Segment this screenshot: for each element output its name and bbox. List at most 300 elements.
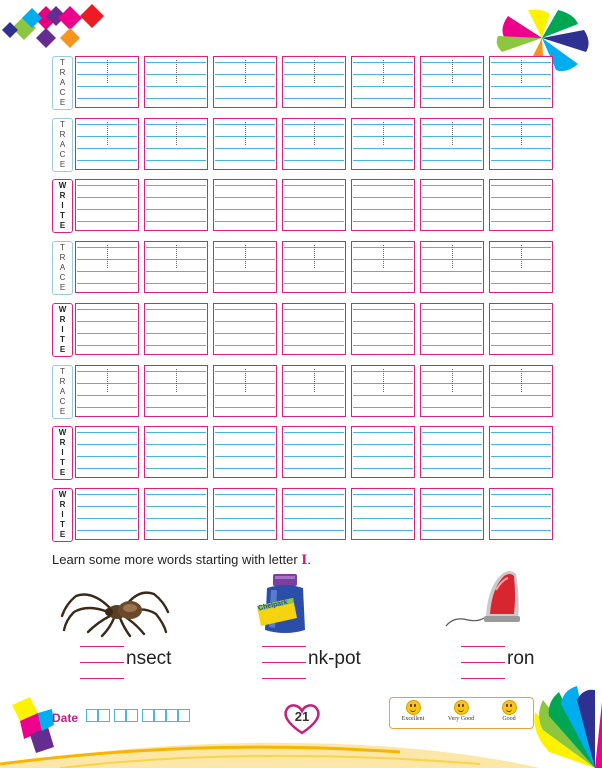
guide-line xyxy=(353,148,413,149)
guide-line xyxy=(77,333,137,334)
guide-line xyxy=(77,407,137,408)
dotted-trace-stroke xyxy=(314,122,315,145)
write-cell[interactable] xyxy=(213,179,277,231)
guide-line xyxy=(146,209,206,210)
write-cell[interactable] xyxy=(351,426,415,478)
row-label-letter: T xyxy=(60,119,65,129)
guide-line xyxy=(491,209,551,210)
dotted-trace-stroke xyxy=(383,369,384,392)
guide-line xyxy=(284,530,344,531)
guide-line xyxy=(284,444,344,445)
row-label-letter: A xyxy=(59,78,66,87)
guide-line xyxy=(146,530,206,531)
write-cell[interactable] xyxy=(489,303,553,355)
guide-line xyxy=(77,283,137,284)
guide-line xyxy=(491,321,551,322)
guide-line xyxy=(77,185,137,186)
guide-line xyxy=(284,160,344,161)
dotted-trace-stroke xyxy=(383,60,384,83)
guide-line xyxy=(422,321,482,322)
guide-line xyxy=(353,98,413,99)
write-cell[interactable] xyxy=(213,303,277,355)
dotted-trace-stroke xyxy=(383,122,384,145)
guide-line xyxy=(146,506,206,507)
write-row-label xyxy=(52,426,73,480)
guide-line xyxy=(491,185,551,186)
guide-line xyxy=(491,283,551,284)
guide-line xyxy=(146,309,206,310)
guide-line xyxy=(284,468,344,469)
guide-line xyxy=(284,221,344,222)
guide-line xyxy=(422,345,482,346)
word-iron xyxy=(461,640,561,684)
write-cell[interactable] xyxy=(213,426,277,478)
guide-line xyxy=(77,271,137,272)
row-label-letter: A xyxy=(59,139,66,149)
write-cell[interactable] xyxy=(144,303,208,355)
fan-decoration xyxy=(525,682,602,768)
trace-row-label xyxy=(52,241,73,295)
trace-cell[interactable] xyxy=(75,118,139,170)
write-cell[interactable] xyxy=(351,488,415,540)
trace-cell[interactable] xyxy=(75,241,139,293)
guide-line xyxy=(284,283,344,284)
guide-line xyxy=(77,221,137,222)
guide-line xyxy=(284,518,344,519)
trace-cell[interactable] xyxy=(282,56,346,108)
dotted-trace-stroke xyxy=(245,369,246,392)
row-label-letter: W xyxy=(58,428,67,438)
guide-line xyxy=(491,197,551,198)
guide-line xyxy=(215,221,275,222)
trace-cell[interactable] xyxy=(282,365,346,417)
guide-line xyxy=(353,333,413,334)
guide-line xyxy=(422,444,482,445)
guide-line xyxy=(284,98,344,99)
guide-line xyxy=(215,209,275,210)
rating-panel xyxy=(389,697,534,729)
guide-line xyxy=(422,468,482,469)
trace-cell[interactable] xyxy=(489,56,553,108)
dotted-trace-stroke xyxy=(521,369,522,392)
guide-line xyxy=(422,309,482,310)
trace-cell[interactable] xyxy=(489,365,553,417)
diamond-decoration xyxy=(0,0,110,60)
guide-line xyxy=(353,432,413,433)
guide-line xyxy=(353,407,413,408)
row-label-letter: T xyxy=(60,58,65,67)
write-cell[interactable] xyxy=(351,179,415,231)
guide-line xyxy=(146,444,206,445)
guide-line xyxy=(491,333,551,334)
guide-line xyxy=(284,407,344,408)
dotted-trace-stroke xyxy=(245,245,246,268)
guide-line xyxy=(491,271,551,272)
guide-line xyxy=(146,494,206,495)
trace-cell[interactable] xyxy=(489,241,553,293)
guide-line xyxy=(353,197,413,198)
guide-line xyxy=(284,271,344,272)
smiley-icon xyxy=(454,700,469,715)
dotted-trace-stroke xyxy=(107,245,108,268)
guide-line xyxy=(491,160,551,161)
ink-pot-brand: Chelpark xyxy=(257,598,289,613)
guide-line xyxy=(491,345,551,346)
instruction-period: . xyxy=(307,552,311,567)
trace-cell[interactable] xyxy=(144,241,208,293)
guide-line xyxy=(146,432,206,433)
date-box[interactable] xyxy=(178,709,190,722)
row-label-letter: E xyxy=(59,406,66,416)
dotted-trace-stroke xyxy=(107,122,108,145)
write-cell[interactable] xyxy=(420,488,484,540)
dotted-trace-stroke xyxy=(452,245,453,268)
trace-cell[interactable] xyxy=(213,118,277,170)
row-label-letter: E xyxy=(59,221,66,231)
date-label: Date xyxy=(52,711,79,725)
guide-line xyxy=(422,86,482,87)
word-insect xyxy=(80,640,200,684)
date-box[interactable] xyxy=(114,709,126,722)
dotted-trace-stroke xyxy=(452,369,453,392)
guide-line xyxy=(284,494,344,495)
guide-line xyxy=(491,506,551,507)
date-box[interactable] xyxy=(166,709,178,722)
guide-line xyxy=(491,148,551,149)
row-label-letter: R xyxy=(59,499,66,509)
row-label-letter: I xyxy=(61,324,64,334)
guide-line xyxy=(77,209,137,210)
guide-line xyxy=(215,333,275,334)
trace-cell[interactable] xyxy=(213,365,277,417)
guide-line xyxy=(146,221,206,222)
write-cell[interactable] xyxy=(282,488,346,540)
dotted-trace-stroke xyxy=(176,60,177,83)
trace-cell[interactable] xyxy=(420,241,484,293)
word-suffix: nk-pot xyxy=(308,648,361,669)
write-row-label xyxy=(52,179,73,233)
write-cell[interactable] xyxy=(144,179,208,231)
row-label-letter: I xyxy=(61,448,64,458)
row-label-letter: R xyxy=(59,376,66,386)
rating-excellent[interactable] xyxy=(390,700,436,722)
date-box[interactable] xyxy=(86,709,98,722)
guide-line xyxy=(284,148,344,149)
trace-cell[interactable] xyxy=(282,118,346,170)
smiley-icon xyxy=(502,700,517,715)
guide-line xyxy=(215,197,275,198)
guide-line xyxy=(284,506,344,507)
write-cell[interactable] xyxy=(75,488,139,540)
trace-cell[interactable] xyxy=(420,118,484,170)
dotted-trace-stroke xyxy=(383,245,384,268)
cube-decoration xyxy=(8,695,58,755)
guide-line xyxy=(215,506,275,507)
spider-image xyxy=(58,582,172,638)
write-cell[interactable] xyxy=(351,303,415,355)
trace-cell[interactable] xyxy=(420,365,484,417)
answer-blank[interactable] xyxy=(262,646,306,647)
dotted-trace-stroke xyxy=(314,60,315,83)
guide-line xyxy=(353,395,413,396)
rating-label: Excellent xyxy=(401,716,425,722)
guide-line xyxy=(284,321,344,322)
guide-line xyxy=(215,444,275,445)
guide-line xyxy=(284,309,344,310)
guide-line xyxy=(491,432,551,433)
guide-line xyxy=(215,345,275,346)
trace-cell[interactable] xyxy=(489,118,553,170)
guide-line xyxy=(491,530,551,531)
row-label-letter: W xyxy=(58,181,67,191)
dotted-trace-stroke xyxy=(176,122,177,145)
guide-line xyxy=(422,407,482,408)
row-label-letter: I xyxy=(61,201,64,211)
guide-line xyxy=(422,518,482,519)
trace-cell[interactable] xyxy=(351,56,415,108)
guide-line xyxy=(146,283,206,284)
guide-line xyxy=(353,221,413,222)
dotted-trace-stroke xyxy=(452,122,453,145)
trace-cell[interactable] xyxy=(213,241,277,293)
trace-cell[interactable] xyxy=(282,241,346,293)
guide-line xyxy=(77,148,137,149)
guide-line xyxy=(353,271,413,272)
guide-line xyxy=(215,283,275,284)
guide-line xyxy=(215,432,275,433)
trace-cell[interactable] xyxy=(420,56,484,108)
dotted-trace-stroke xyxy=(107,369,108,392)
guide-line xyxy=(422,333,482,334)
guide-line xyxy=(284,185,344,186)
row-label-letter: R xyxy=(59,253,66,263)
guide-line xyxy=(77,345,137,346)
row-label-letter: C xyxy=(59,396,66,406)
guide-line xyxy=(284,197,344,198)
guide-line xyxy=(146,185,206,186)
row-label-letter: W xyxy=(58,304,67,314)
word-ink-pot xyxy=(262,640,382,684)
row-label-letter: E xyxy=(59,98,66,107)
guide-line xyxy=(422,209,482,210)
guide-line xyxy=(422,432,482,433)
write-cell[interactable] xyxy=(420,179,484,231)
write-cell[interactable] xyxy=(282,303,346,355)
rating-label: Very Good xyxy=(447,716,475,722)
guide-line xyxy=(422,148,482,149)
trace-cell[interactable] xyxy=(351,118,415,170)
guide-line xyxy=(353,309,413,310)
guide-line xyxy=(77,98,137,99)
guide-line xyxy=(77,444,137,445)
guide-line xyxy=(284,395,344,396)
row-label-letter: E xyxy=(59,468,66,478)
date-box[interactable] xyxy=(154,709,166,722)
answer-blank[interactable] xyxy=(80,662,124,663)
guide-line xyxy=(491,456,551,457)
date-box[interactable] xyxy=(98,709,110,722)
trace-cell[interactable] xyxy=(213,56,277,108)
guide-line xyxy=(77,506,137,507)
iron-image xyxy=(444,566,522,630)
guide-line xyxy=(77,309,137,310)
guide-line xyxy=(353,160,413,161)
guide-line xyxy=(353,209,413,210)
write-cell[interactable] xyxy=(282,426,346,478)
guide-line xyxy=(491,468,551,469)
guide-line xyxy=(77,395,137,396)
trace-cell[interactable] xyxy=(144,56,208,108)
guide-line xyxy=(146,148,206,149)
guide-line xyxy=(146,321,206,322)
guide-line xyxy=(77,518,137,519)
dotted-trace-stroke xyxy=(314,369,315,392)
row-label-letter: C xyxy=(59,88,66,97)
guide-line xyxy=(284,333,344,334)
guide-line xyxy=(353,468,413,469)
guide-line xyxy=(146,160,206,161)
answer-blank[interactable] xyxy=(461,646,505,647)
guide-line xyxy=(215,98,275,99)
row-label-letter: E xyxy=(59,529,66,539)
trace-cell[interactable] xyxy=(144,118,208,170)
guide-line xyxy=(422,283,482,284)
row-label-letter: R xyxy=(59,68,66,77)
guide-line xyxy=(353,283,413,284)
row-label-letter: E xyxy=(59,159,66,169)
guide-line xyxy=(353,518,413,519)
dotted-trace-stroke xyxy=(176,369,177,392)
answer-blank[interactable] xyxy=(80,646,124,647)
guide-line xyxy=(215,468,275,469)
guide-line xyxy=(215,309,275,310)
guide-line xyxy=(491,309,551,310)
instruction-sentence: Learn some more words starting with letter xyxy=(52,552,302,567)
guide-line xyxy=(422,221,482,222)
guide-line xyxy=(146,395,206,396)
guide-line xyxy=(422,271,482,272)
row-label-letter: W xyxy=(58,489,67,499)
row-label-letter: T xyxy=(60,519,65,529)
guide-line xyxy=(77,86,137,87)
guide-line xyxy=(146,518,206,519)
dotted-trace-stroke xyxy=(452,60,453,83)
write-cell[interactable] xyxy=(144,488,208,540)
write-cell[interactable] xyxy=(75,179,139,231)
guide-line xyxy=(491,221,551,222)
trace-cell[interactable] xyxy=(144,365,208,417)
answer-blank[interactable] xyxy=(80,678,124,679)
write-cell[interactable] xyxy=(213,488,277,540)
guide-line xyxy=(77,468,137,469)
guide-line xyxy=(491,444,551,445)
guide-line xyxy=(215,321,275,322)
row-label-letter: I xyxy=(61,509,64,519)
trace-cell[interactable] xyxy=(75,365,139,417)
rating-label: Good xyxy=(502,716,516,722)
word-suffix: nsect xyxy=(126,648,172,669)
row-label-letter: A xyxy=(59,263,66,273)
guide-line xyxy=(77,160,137,161)
guide-line xyxy=(215,494,275,495)
row-label-letter: R xyxy=(59,191,66,201)
instruction-text xyxy=(52,552,311,568)
guide-line xyxy=(284,209,344,210)
guide-line xyxy=(284,456,344,457)
guide-line xyxy=(215,407,275,408)
page-number: 21 xyxy=(294,709,310,724)
guide-line xyxy=(77,321,137,322)
date-box[interactable] xyxy=(142,709,154,722)
answer-blank[interactable] xyxy=(262,678,306,679)
trace-cell[interactable] xyxy=(75,56,139,108)
guide-line xyxy=(491,86,551,87)
guide-line xyxy=(353,444,413,445)
rating-very-good[interactable] xyxy=(438,700,484,722)
smiley-icon xyxy=(406,700,421,715)
write-cell[interactable] xyxy=(489,488,553,540)
answer-blank[interactable] xyxy=(262,662,306,663)
row-label-letter: T xyxy=(60,366,65,376)
guide-line xyxy=(491,518,551,519)
trace-cell[interactable] xyxy=(351,241,415,293)
write-cell[interactable] xyxy=(420,426,484,478)
row-label-letter: T xyxy=(60,334,65,344)
dotted-trace-stroke xyxy=(521,122,522,145)
guide-line xyxy=(146,271,206,272)
guide-line xyxy=(353,321,413,322)
guide-line xyxy=(422,494,482,495)
answer-blank[interactable] xyxy=(461,678,505,679)
guide-line xyxy=(353,456,413,457)
guide-line xyxy=(491,98,551,99)
guide-line xyxy=(353,530,413,531)
guide-line xyxy=(146,456,206,457)
dotted-trace-stroke xyxy=(176,245,177,268)
write-cell[interactable] xyxy=(489,179,553,231)
guide-line xyxy=(146,468,206,469)
row-label-letter: E xyxy=(59,344,66,354)
row-label-letter: T xyxy=(60,211,65,221)
trace-row-label xyxy=(52,56,73,110)
row-label-letter: R xyxy=(59,438,66,448)
trace-cell[interactable] xyxy=(351,365,415,417)
guide-line xyxy=(353,185,413,186)
row-label-letter: R xyxy=(59,129,66,139)
row-label-letter: R xyxy=(59,314,66,324)
write-cell[interactable] xyxy=(75,426,139,478)
write-cell[interactable] xyxy=(489,426,553,478)
guide-line xyxy=(146,86,206,87)
guide-line xyxy=(491,395,551,396)
dotted-trace-stroke xyxy=(245,60,246,83)
date-box[interactable] xyxy=(126,709,138,722)
write-cell[interactable] xyxy=(282,179,346,231)
guide-line xyxy=(422,160,482,161)
guide-line xyxy=(215,160,275,161)
guide-line xyxy=(146,98,206,99)
guide-line xyxy=(77,494,137,495)
write-cell[interactable] xyxy=(144,426,208,478)
write-cell[interactable] xyxy=(420,303,484,355)
dotted-trace-stroke xyxy=(314,245,315,268)
row-label-letter: T xyxy=(60,243,65,253)
row-label-letter: E xyxy=(59,283,66,293)
answer-blank[interactable] xyxy=(461,662,505,663)
guide-line xyxy=(77,456,137,457)
write-cell[interactable] xyxy=(75,303,139,355)
guide-line xyxy=(353,506,413,507)
